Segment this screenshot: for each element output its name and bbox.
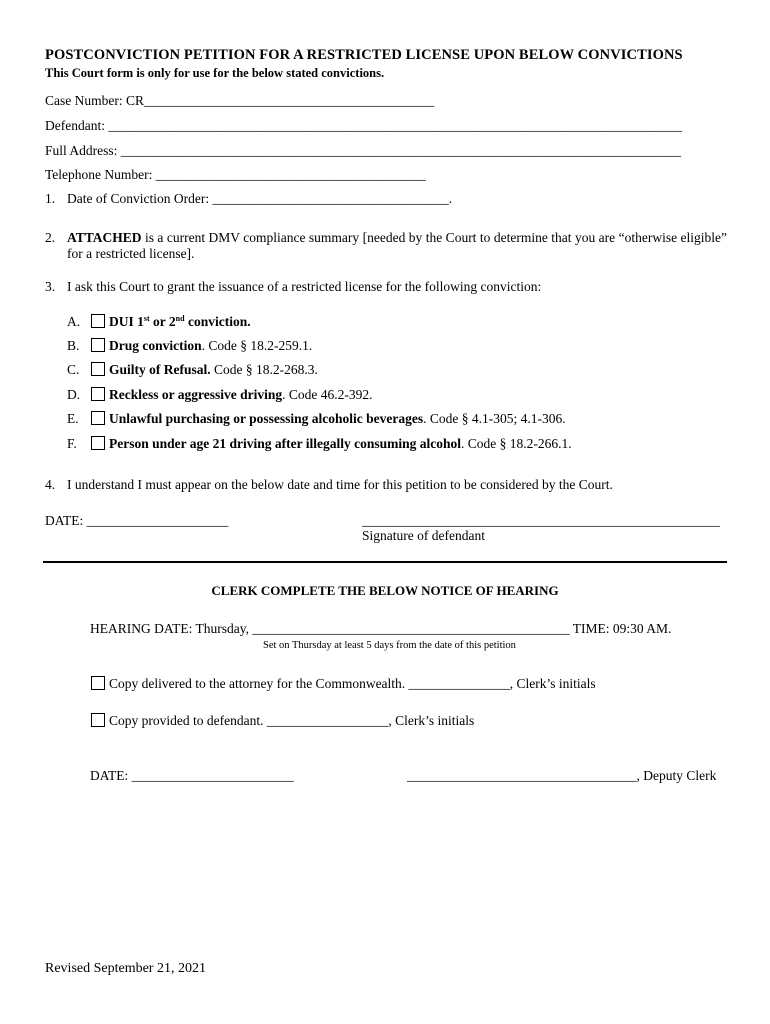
option-label: Person under age 21 driving after illegally consuming alcohol. Code § 18.2-266.1. (109, 436, 572, 451)
option-label: Unlawful purchasing or possessing alcoholic beverages. Code § 4.1-305; 4.1-306. (109, 411, 566, 426)
option-label: Drug conviction. Code § 18.2-259.1. (109, 338, 313, 353)
copy-attorney-checkbox[interactable] (91, 676, 105, 690)
underage-driving-checkbox[interactable] (91, 436, 105, 450)
alcohol-purchase-checkbox[interactable] (91, 411, 105, 425)
defendant-field[interactable]: Defendant: _____________________________________________________________________________________ (45, 118, 683, 133)
form-title: POSTCONVICTION PETITION FOR A RESTRICTED LICENSE UPON BELOW CONVICTIONS (45, 47, 683, 63)
case-number-field[interactable]: Case Number: CR___________________________________________ (45, 93, 435, 108)
refusal-checkbox[interactable] (91, 362, 105, 376)
option-letter: E. (67, 411, 79, 426)
copy-attorney-label: Copy delivered to the attorney for the Commonwealth. _______________, Clerk’s initials (109, 676, 596, 691)
option-letter: D. (67, 387, 81, 402)
item-4-text: I understand I must appear on the below date and time for this petition to be considered by the Court. (67, 477, 613, 492)
date-field[interactable]: DATE: _____________________ (45, 513, 229, 528)
option-letter: A. (67, 314, 81, 329)
option-label: Guilty of Refusal. Code § 18.2-268.3. (109, 362, 318, 377)
clerk-heading: CLERK COMPLETE THE BELOW NOTICE OF HEARING (211, 583, 559, 598)
hearing-date-field[interactable]: HEARING DATE: Thursday, _______________________________________________ TIME: 09:30 AM. (90, 621, 672, 636)
item-1-number: 1. (45, 191, 56, 206)
deputy-clerk-signature[interactable]: __________________________________, Deputy Clerk (407, 768, 717, 783)
item-3-number: 3. (45, 279, 56, 294)
item-4-number: 4. (45, 477, 56, 492)
signature-label: Signature of defendant (362, 528, 485, 543)
telephone-field[interactable]: Telephone Number: ________________________________________ (45, 167, 426, 182)
item-2-body: is a current DMV compliance summary [needed by the Court to determine that you are “otherwise eligible” for a restricted license]. (67, 230, 727, 261)
option-label: Reckless or aggressive driving. Code 46.2-392. (109, 387, 373, 402)
option-letter: F. (67, 436, 77, 451)
drug-conviction-checkbox[interactable] (91, 338, 105, 352)
clerk-date-field[interactable]: DATE: ________________________ (90, 768, 294, 783)
hearing-note: Set on Thursday at least 5 days from the date of this petition (263, 640, 516, 651)
copy-defendant-label: Copy provided to defendant. __________________, Clerk’s initials (109, 713, 475, 728)
item-3-text: I ask this Court to grant the issuance of a restricted license for the following conviction: (67, 279, 542, 294)
dui-checkbox[interactable] (91, 314, 105, 328)
conviction-date-field[interactable]: Date of Conviction Order: ___________________________________. (67, 191, 453, 206)
attached-label: ATTACHED (67, 230, 142, 245)
signature-line[interactable]: _____________________________________________________ (362, 513, 720, 528)
reckless-driving-checkbox[interactable] (91, 387, 105, 401)
full-address-field[interactable]: Full Address: ___________________________________________________________________________________ (45, 143, 682, 158)
item-2-text (67, 230, 727, 262)
option-letter: C. (67, 362, 80, 377)
item-2-number: 2. (45, 230, 56, 245)
option-label: DUI 1st or 2nd conviction. (109, 314, 251, 329)
form-subtitle: This Court form is only for use for the below stated convictions. (45, 66, 385, 80)
section-divider (43, 561, 727, 563)
option-letter: B. (67, 338, 80, 353)
copy-defendant-checkbox[interactable] (91, 713, 105, 727)
revision-date: Revised September 21, 2021 (45, 961, 206, 976)
